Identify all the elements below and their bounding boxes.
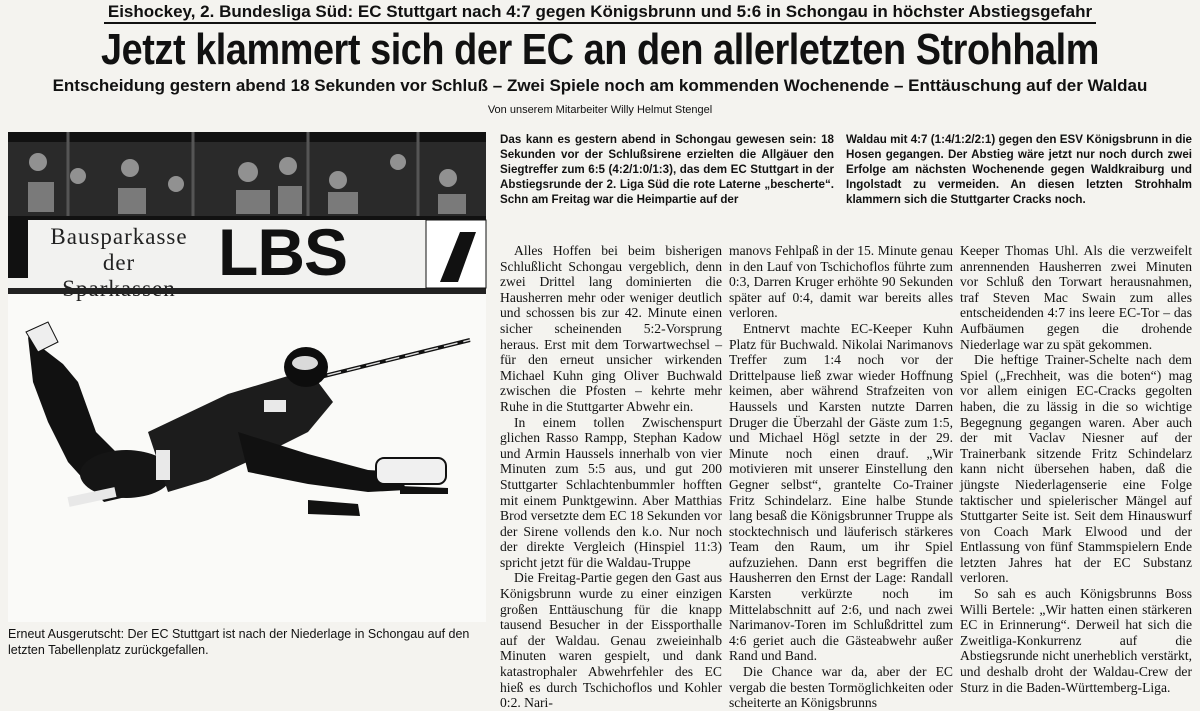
lead-right: Waldau mit 4:7 (1:4/1:2/2:1) gegen den ESV Königsbrunn in die Hosen gegangen. Der Abstieg wäre jetzt nur noch durch zwei Erfolge am nächsten Wochenende gegen Waldkraiburg und Ingolstadt zu vermeiden. An diesen letzten Strohhalm klammern sich die Stuttgarter Cracks noch. bbox=[846, 133, 1192, 206]
lead-left: Das kann es gestern abend in Schongau gewesen sein: 18 Sekunden vor der Schlußsirene erzielten die Allgäuer den Siegtreffer zum 6:5 (4:2/1:0/1:3), das dem EC Stuttgart in der Abstiegsrunde der 2. Liga Süd die rote Laterne „bescherte“. Schn am Freitag war die Heimpartie auf der bbox=[500, 133, 834, 206]
headline: Jetzt klammert sich der EC an den allerletzten Strohhalm bbox=[101, 25, 1099, 74]
ad-line-3: Sparkassen bbox=[62, 276, 176, 301]
kicker-line bbox=[0, 2, 1200, 22]
body-column-1 bbox=[500, 243, 722, 711]
col1-paragraph: Die Freitag-Partie gegen den Gast aus Königsbrunn wurde zu einer einzigen großen Enttäuschung für die knapp tausend Besucher in der Eissporthalle auf der Waldau. Genau zweieinhalb Minuten waren gespielt, und dank katastrophaler Abwehrfehler des EC hieß es durch Tschichoflos und Kohler 0:2. Nari- bbox=[500, 570, 722, 711]
col2-paragraph: Entnervt machte EC-Keeper Kuhn Platz für Buchwald. Nikolai Narimanovs Treffer zum 1:4 noch vor der Drittelpause ließ zwar wieder Hoffnung keimen, aber während Strafzeiten von Haussels und Karsten nutzte Darren Druger die Überzahl der Gäste zum 1:5, und Michael Högl setzte in der 29. Minute noch einen drauf. „Wir motivieren mit unserer Einstellung den Gegner selbst“, grantelte Co-Trainer Fritz Schindelarz. Eine halbe Stunde lang besaß die Königsbrunner Truppe als stocktechnisch und läuferisch stärkeres Team den Raum, um ihr Spiel aufzuziehen. Dann erst begriffen die Hausherren den Ernst der Lage: Randall Karsten verkürzte noch im Mittelabschnitt auf 2:6, und nach zwei Narimanov-Toren im Schlußdrittel zum 4:6 geriet auch die Gästeabwehr außer Rand und Band. bbox=[729, 320, 953, 664]
col3-paragraph: Die heftige Trainer-Schelte nach dem Spiel („Frechheit, was die boten“) mag vor allem einigen EC-Cracks gegolten haben, die zu lässig in die so wichtige Begegnung gegangen waren. Aber auch der mit Vaclav Niesner auf der Trainerbank sitzende Fritz Schindelarz kann nicht übersehen haben, daß die jüngste Niederlagenserie eine Folge taktischer und spielerischer Mängel auf Stuttgarter Seite ist. Seit dem Hinauswurf von Coach Mark Elwood und der Entlassung von fünf Stammspielern Ende letzten Jahres hat der EC Substanz verloren. bbox=[960, 352, 1192, 586]
kicker-text: Eishockey, 2. Bundesliga Süd: EC Stuttgart nach 4:7 gegen Königsbrunn und 5:6 in Schongau in höchster Abstiegsgefahr bbox=[104, 2, 1096, 24]
photo-caption: Erneut Ausgerutscht: Der EC Stuttgart ist nach der Niederlage in Schongau auf den letzten Tabellenplatz zurückgefallen. bbox=[8, 627, 470, 657]
photo-graphic bbox=[8, 132, 486, 622]
col1-paragraph: Alles Hoffen bei beim bisherigen Schlußlicht Schongau vergeblich, denn zwei Drittel lang dominierten die Hausherren mehr oder weniger deutlich und schossen bis zur 42. Minute einen sicher scheinenden 5:2-Vorsprung heraus. Erst mit dem Torwartwechsel – für den erneut unsicher wirkenden Michael Kuhn ging Oliver Buchwald zwischen die Pfosten – kehrte mehr Ruhe in die Stuttgarter Abwehr ein. bbox=[500, 243, 722, 414]
ad-line-2: der bbox=[102, 250, 136, 275]
ad-line-1: Bausparkasse bbox=[50, 224, 188, 249]
col2-paragraph: manovs Fehlpaß in der 15. Minute genau in den Lauf von Tschichoflos führte zum 0:3, Darren Kruger erhöhte 90 Sekunden später auf 0:4, damit war bereits alles verloren. bbox=[729, 243, 953, 321]
col2-paragraph: Die Chance war da, aber der EC vergab die besten Tormöglichkeiten oder scheiterte an Königsbrunns bbox=[729, 664, 953, 711]
body-column-3 bbox=[960, 243, 1192, 695]
col3-paragraph: Keeper Thomas Uhl. Als die verzweifelt anrennenden Hausherren zwei Minuten vor Schluß den Torwart herausnahmen, traf Steven Mac Swain zum alles entscheidenden 4:7 ins leere EC-Tor – das Aufbäumen gegen die drohende Niederlage war zu spät gekommen. bbox=[960, 243, 1192, 352]
body-column-2 bbox=[729, 243, 953, 711]
byline: Von unserem Mitarbeiter Willy Helmut Stengel bbox=[487, 104, 713, 116]
subheadline: Entscheidung gestern abend 18 Sekunden vor Schluß – Zwei Spiele noch am kommenden Wochenende – Enttäuschung auf der Waldau bbox=[52, 76, 1148, 95]
hockey-photo bbox=[8, 132, 486, 622]
col3-paragraph: So sah es auch Königsbrunns Boss Willi Bertele: „Wir hatten einen stärkeren EC in Erinnerung“. Derweil hat sich die Zweitliga-Konkurrenz auf die Abstiegsrunde nicht unerheblich verstärkt, und deshalb droht der Waldau-Crew der Sturz in die Baden-Württemberg-Liga. bbox=[960, 586, 1192, 695]
ad-sparkasse-text bbox=[44, 224, 194, 302]
col1-paragraph: In einem tollen Zwischenspurt glichen Rasso Rampp, Stephan Kadow und Armin Haussels innerhalb von vier Minuten zum 5:5 aus, und gut 200 Stuttgarter Schlachtenbummler hofften mit einem Punktgewinn. Aber Matthias Brod versetzte dem EC 18 Sekunden vor der Sirene vollends den k.o. Nur noch der direkte Vergleich (Hinspiel 11:3) spricht jetzt für die Waldau-Truppe bbox=[500, 414, 722, 570]
ad-lbs-logo: LBS bbox=[218, 215, 347, 289]
